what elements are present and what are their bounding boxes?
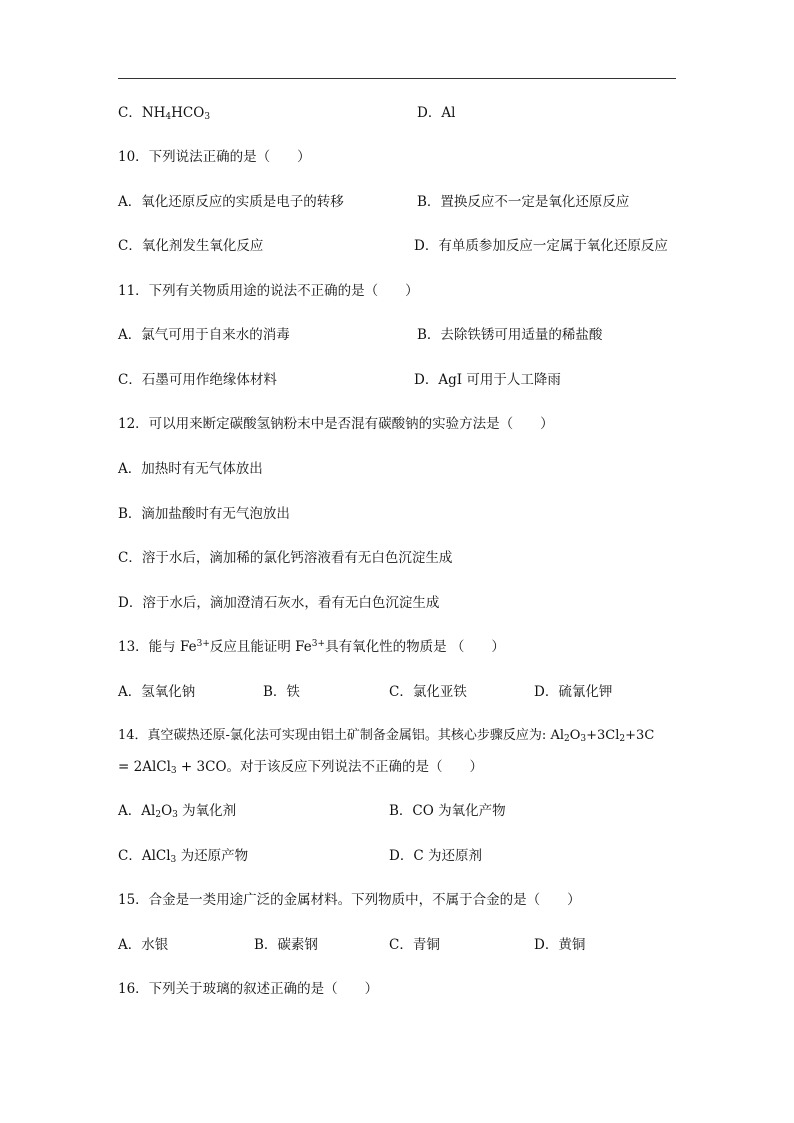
q13-option-c: C．氯化亚铁: [389, 684, 467, 700]
q13-option-b: B．铁: [263, 684, 300, 700]
q10-stem: 10．下列说法正确的是（ ）: [118, 149, 311, 165]
q11-option-b: B．去除铁锈可用适量的稀盐酸: [417, 327, 603, 343]
q12-option-a: A．加热时有无气体放出: [118, 461, 263, 477]
q14-option-d: D．C 为还原剂: [389, 848, 482, 864]
q11-stem: 11．下列有关物质用途的说法不正确的是（ ）: [118, 283, 419, 299]
q14-option-a: A．$Al_2O_3$ 为氧化剂: [118, 803, 237, 820]
q14-option-c: C．AlCl$_3$ 为还原产物: [118, 848, 249, 865]
q10-option-d: D．有单质参加反应一定属于氧化还原反应: [414, 238, 668, 254]
q11-option-c: C．石墨可用作绝缘体材料: [118, 372, 277, 388]
q9-option-c: C．$NH_4HCO_3$: [118, 105, 211, 122]
q13-stem: 13．能与 $Fe^{3+}$反应且能证明 $Fe^{3+}$具有氧化性的物质是 （ ）: [118, 639, 505, 655]
q15-option-c: C．青铜: [389, 937, 440, 953]
q12-option-d: D．溶于水后，滴加澄清石灰水，看有无白色沉淀生成: [118, 595, 440, 611]
q10-option-b: B．置换反应不一定是氧化还原反应: [417, 194, 630, 210]
q10-option-a: A．氧化还原反应的实质是电子的转移: [118, 194, 344, 210]
q12-option-b: B．滴加盐酸时有无气泡放出: [118, 506, 290, 522]
q9-option-d: D．Al: [417, 105, 456, 121]
q14-stem-line1: 14．真空碳热还原-氯化法可实现由铝土矿制备金属铝。其核心步骤反应为: $Al_2O_3+3Cl_2+3C$: [118, 728, 655, 744]
q15-option-d: D．黄铜: [534, 937, 586, 953]
q16-stem: 16．下列关于玻璃的叙述正确的是（ ）: [118, 981, 379, 997]
q13-option-d: D．硫氰化钾: [534, 684, 613, 700]
q10-option-c: C．氧化剂发生氧化反应: [118, 238, 264, 254]
q12-option-c: C．溶于水后，滴加稀的氯化钙溶液看有无白色沉淀生成: [118, 550, 453, 566]
header-rule: [118, 78, 676, 79]
q15-option-b: B．碳素钢: [254, 937, 318, 953]
q15-stem: 15．合金是一类用途广泛的金属材料。下列物质中，不属于合金的是（ ）: [118, 892, 581, 908]
q12-stem: 12．可以用来断定碳酸氢钠粉末中是否混有碳酸钠的实验方法是（ ）: [118, 416, 554, 432]
q15-option-a: A．水银: [118, 937, 169, 953]
q11-option-d: D．AgI 可用于人工降雨: [414, 372, 561, 388]
q13-option-a: A．氢氧化钠: [118, 684, 196, 700]
q14-stem-line2: = 2AlCl$_3$ + 3CO。对于该反应下列说法不正确的是（ ）: [118, 759, 484, 776]
q11-option-a: A．氯气可用于自来水的消毒: [118, 327, 290, 343]
q14-option-b: B．CO 为氧化产物: [389, 803, 506, 819]
